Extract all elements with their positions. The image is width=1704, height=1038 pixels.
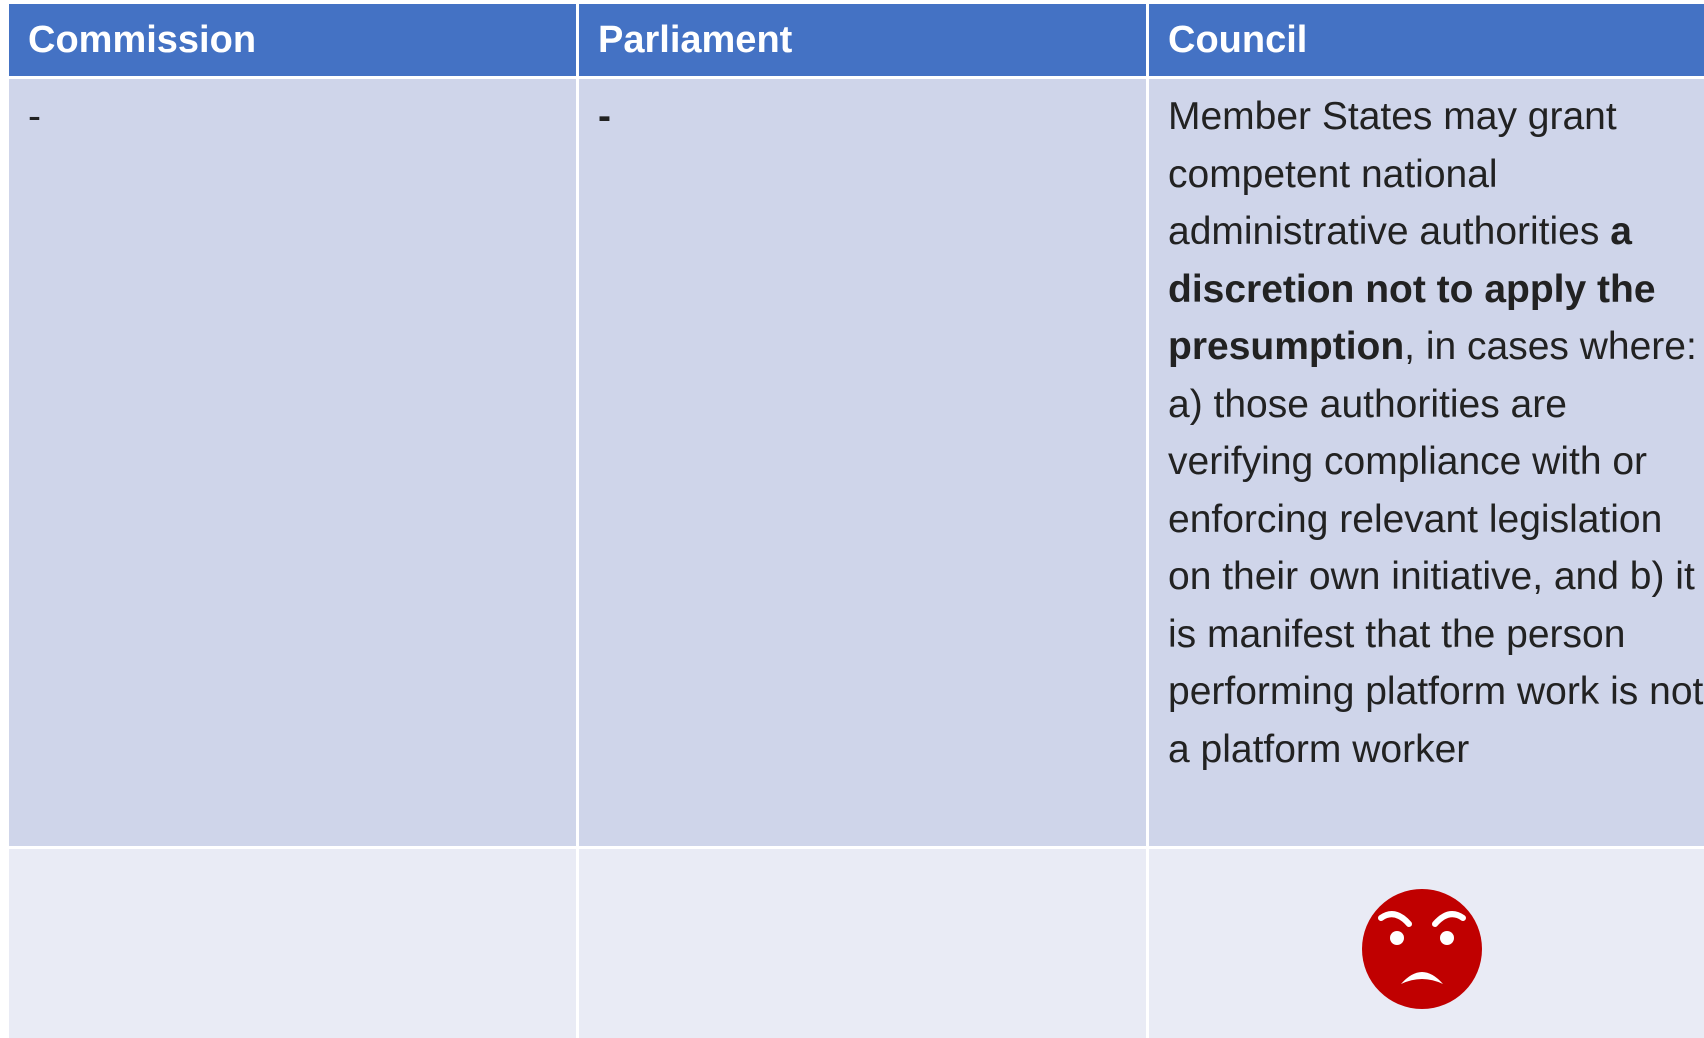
parliament-empty-cell bbox=[579, 849, 1146, 1038]
angry-face-icon bbox=[1361, 888, 1483, 1010]
header-commission: Commission bbox=[9, 4, 576, 76]
council-icon-cell bbox=[1149, 849, 1704, 1038]
header-parliament: Parliament bbox=[579, 4, 1146, 76]
comparison-table bbox=[9, 4, 1704, 1032]
commission-cell: - bbox=[9, 79, 576, 846]
header-council: Council bbox=[1149, 4, 1704, 76]
council-cell bbox=[1149, 79, 1704, 846]
council-text bbox=[1168, 88, 1704, 778]
commission-empty-cell bbox=[9, 849, 576, 1038]
parliament-cell: - bbox=[579, 79, 1146, 846]
council-text-bold: a discretion not to apply the presumption bbox=[1168, 210, 1656, 368]
council-text-part2: , in cases where: a) those authorities are verifying compliance with or enforcing relevant legislation on their own initiative, and b) it is manifest that the person performing platform work is not a platform worker bbox=[1168, 325, 1704, 771]
council-text-part1: Member States may grant competent national administrative authorities bbox=[1168, 95, 1617, 253]
